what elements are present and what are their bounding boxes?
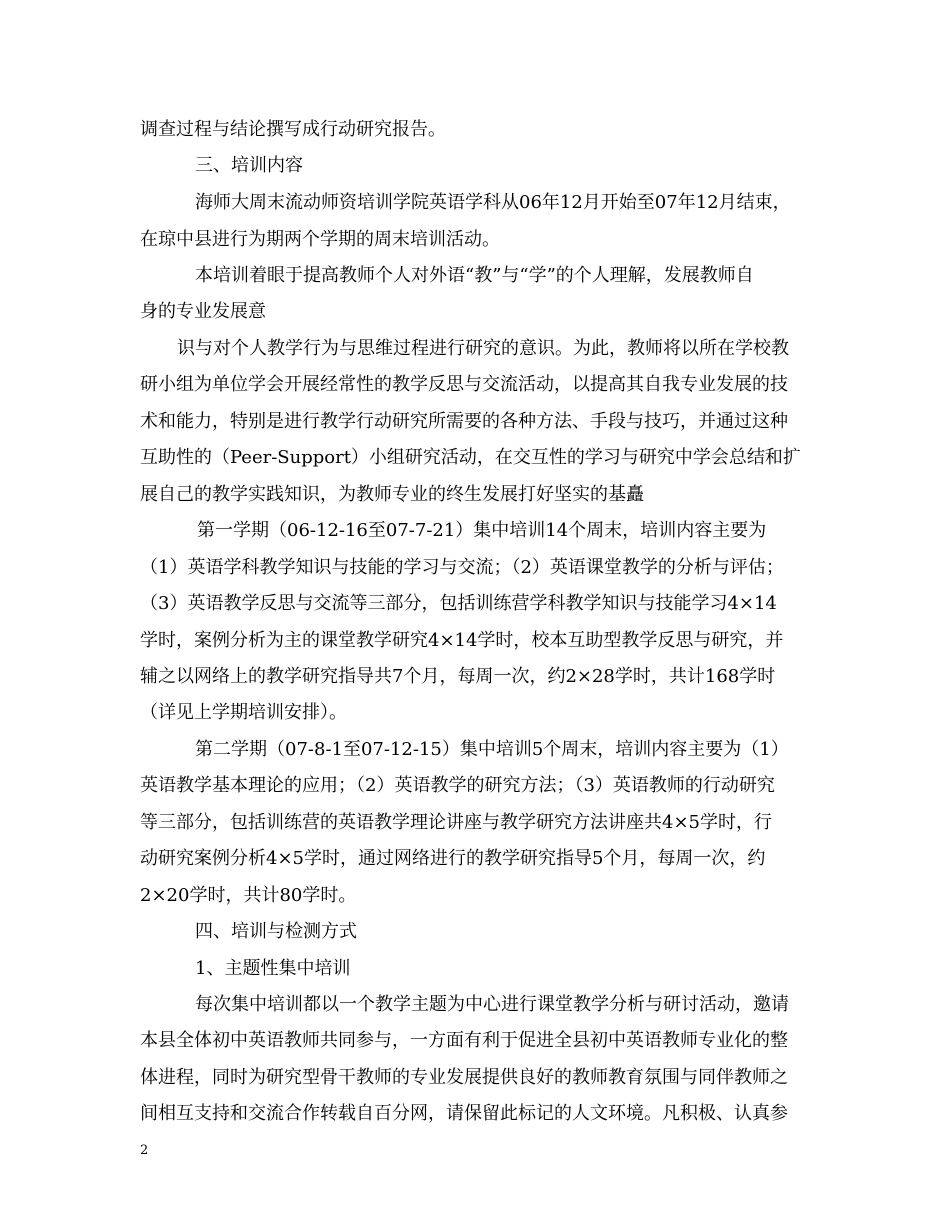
text-line: 研小组为单位学会开展经常性的教学反思与交流活动，以提高其自我专业发展的技 <box>140 374 788 395</box>
text-line: （3）英语教学反思与交流等三部分，包括训练营学科教学知识与技能学习4×14 <box>140 593 777 614</box>
text-line: 体进程，同时为研究型骨干教师的专业发展提供良好的教师教育氛围与同伴教师之 <box>140 1067 788 1088</box>
text-line: 英语教学基本理论的应用；（2）英语教学的研究方法；（3）英语教师的行动研究 <box>140 775 775 796</box>
text-line: 识与对个人教学行为与思维过程进行研究的意识。为此，教师将以所在学校教 <box>177 338 789 359</box>
text-line: 第二学期（07-8-1至07-12-15）集中培训5个周末，培训内容主要为（1） <box>195 739 789 760</box>
text-line: 间相互支持和交流合作转载自百分网，请保留此标记的人文环境。凡积极、认真参 <box>140 1103 788 1124</box>
subsection-heading: 1、主题性集中培训 <box>195 958 351 979</box>
text-line: 本培训着眼于提高教师个人对外语“教”与“学”的个人理解，发展教师自 <box>195 265 754 286</box>
text-line: 等三部分，包括训练营的英语教学理论讲座与教学研究方法讲座共4×5学时，行 <box>140 812 772 833</box>
text-line: 海师大周末流动师资培训学院英语学科从06年12月开始至07年12月结束， <box>195 192 791 213</box>
text-line: （详见上学期培训安排）。 <box>140 702 347 723</box>
text-line: 动研究案例分析4×5学时，通过网络进行的教学研究指导5个月，每周一次，约 <box>140 848 766 869</box>
text-line: 互助性的（Peer-Support）小组研究活动，在交互性的学习与研究中学会总结和扩 <box>140 447 801 468</box>
text-line: 每次集中培训都以一个教学主题为中心进行课堂教学分析与研讨活动，邀请 <box>195 994 789 1015</box>
text-line: 第一学期（06-12-16至07-7-21）集中培训14个周末，培训内容主要为 <box>197 520 767 541</box>
text-line: 展自己的教学实践知识，为教师专业的终生发展打好坚实的基矗 <box>140 484 644 505</box>
text-line: 术和能力，特别是进行教学行动研究所需要的各种方法、手段与技巧，并通过这种 <box>140 411 788 432</box>
text-line: 身的专业发展意 <box>140 301 266 322</box>
section-heading: 三、培训内容 <box>195 155 303 176</box>
text-line: 本县全体初中英语教师共同参与，一方面有利于促进全县初中英语教师专业化的整 <box>140 1030 788 1051</box>
text-line: 辅之以网络上的教学研究指导共7个月，每周一次，约2×28学时，共计168学时 <box>140 666 776 687</box>
page-number: 2 <box>140 1143 149 1158</box>
text-line: （1）英语学科教学知识与技能的学习与交流；（2）英语课堂教学的分析与评估； <box>140 557 784 578</box>
text-line: 调查过程与结论撰写成行动研究报告。 <box>140 119 446 140</box>
text-line: 2×20学时，共计80学时。 <box>140 885 357 906</box>
text-line: 学时，案例分析为主的课堂教学研究4×14学时，校本互助型教学反思与研究，并 <box>140 630 784 651</box>
section-heading: 四、培训与检测方式 <box>195 921 357 942</box>
text-line: 在琼中县进行为期两个学期的周末培训活动。 <box>140 229 500 250</box>
